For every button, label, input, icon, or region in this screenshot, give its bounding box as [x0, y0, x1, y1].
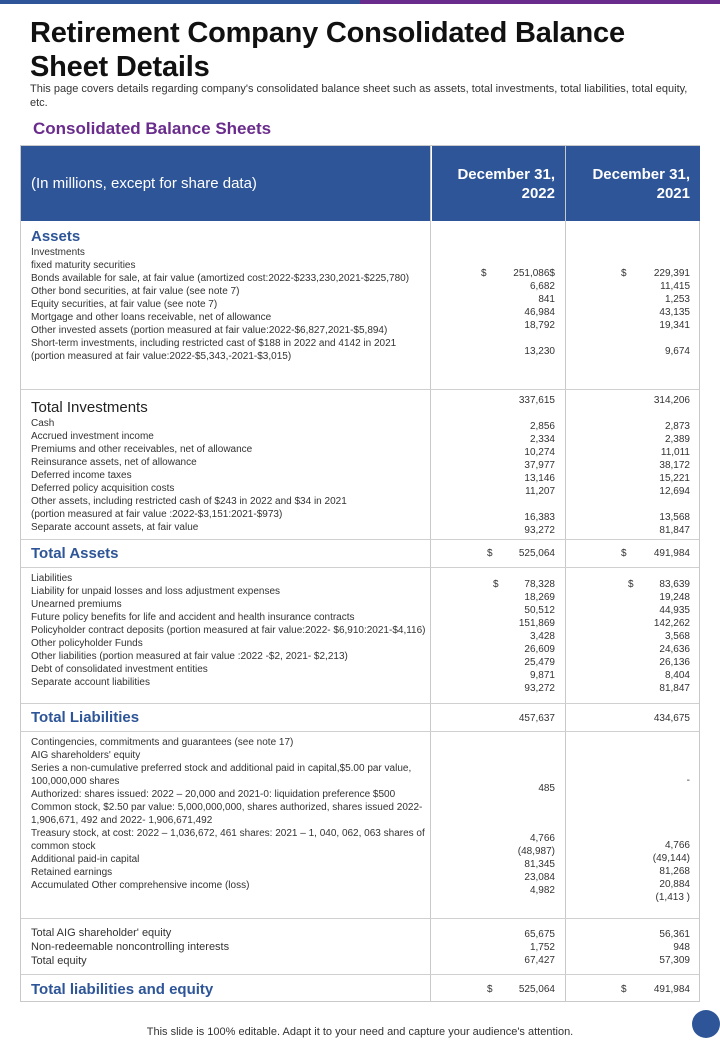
currency-symbol: $ — [481, 268, 487, 279]
cell-value: (1,413 ) — [655, 892, 690, 903]
total-assets-2021: 491,984 — [653, 548, 690, 559]
cell-value: 26,609 — [524, 644, 555, 655]
row-label: fixed maturity securities — [31, 260, 136, 271]
cell-value: 20,884 — [659, 879, 690, 890]
cell-value: 93,272 — [524, 683, 555, 694]
row-divider — [21, 567, 699, 568]
column-divider — [565, 146, 566, 1001]
cell-value: 3,568 — [664, 631, 690, 642]
cell-value: 81,847 — [659, 683, 690, 694]
cell-value: 1,253 — [664, 294, 690, 305]
row-label: (portion measured at fair value:2022-$5,343,-2021-$3,015) — [31, 351, 292, 362]
row-divider — [21, 389, 699, 390]
cell-value: 26,136 — [659, 657, 690, 668]
liabilities-values-2022 — [442, 578, 555, 695]
row-label: Treasury stock, at cost: 2022 – 1,036,672, 461 shares: 2021 – 1, 040, 062, 063 shares of common stock — [31, 828, 425, 852]
table-header-2022: December 31, 2022 — [432, 146, 565, 221]
cell-value: 37,977 — [524, 460, 555, 471]
equity-totals-labels — [31, 926, 426, 968]
cell-value: 3,428 — [529, 631, 555, 642]
row-divider — [21, 703, 699, 704]
page-subtitle: This page covers details regarding company's consolidated balance sheet such as assets, total investments, total liabilities, total equity, etc. — [30, 83, 688, 109]
row-label: Total AIG shareholder' equity — [31, 927, 172, 939]
row-label: AIG shareholders' equity — [31, 750, 141, 761]
total-liabilities-2022: 457,637 — [518, 713, 555, 724]
row-label: Future policy benefits for life and accident and health insurance contracts — [31, 612, 355, 623]
balance-sheet-table — [20, 145, 700, 1002]
cell-value: 2,873 — [664, 421, 690, 432]
equity-values-2021 — [576, 839, 690, 904]
row-label: Reinsurance assets, net of allowance — [31, 457, 197, 468]
row-label: Other invested assets (portion measured at fair value:2022-$6,827,2021-$5,894) — [31, 325, 388, 336]
cell-value: 251,086$ — [513, 268, 555, 279]
table-header-label: (In millions, except for share data) — [21, 146, 431, 221]
cell-value: 13,568 — [659, 512, 690, 523]
currency-symbol: $ — [621, 548, 627, 559]
liabilities-labels — [31, 572, 426, 689]
currency-symbol: $ — [487, 548, 493, 559]
assets-values-2021 — [576, 267, 690, 358]
row-label: Other assets, including restricted cash of $243 in 2022 and $34 in 2021 — [31, 496, 347, 507]
row-label: Liabilities — [31, 573, 73, 584]
total-investments-heading: Total Investments — [31, 399, 148, 416]
cell-value — [442, 332, 555, 345]
row-label: Liability for unpaid losses and loss adjustment expenses — [31, 586, 281, 597]
currency-symbol: $ — [493, 579, 499, 590]
cell-value: 46,984 — [524, 307, 555, 318]
cell-value: 23,084 — [524, 872, 555, 883]
cell-value: 56,361 — [659, 929, 690, 940]
total-liab-equity-2022: 525,064 — [518, 984, 555, 995]
cell-value: 67,427 — [524, 955, 555, 966]
cell-value: 57,309 — [659, 955, 690, 966]
cell-value: 13,230 — [524, 346, 555, 357]
cell-value: 151,869 — [518, 618, 555, 629]
row-label: Other bond securities, at fair value (see note 7) — [31, 286, 240, 297]
cell-value: 13,146 — [524, 473, 555, 484]
row-label: Premiums and other receivables, net of allowance — [31, 444, 253, 455]
row-label: Mortgage and other loans receivable, net of allowance — [31, 312, 272, 323]
currency-symbol: $ — [487, 984, 493, 995]
equity-values-2022 — [442, 832, 555, 897]
cell-value: 1,752 — [529, 942, 555, 953]
row-label: Other liabilities (portion measured at fair value :2022 -$2, 2021- $2,213) — [31, 651, 348, 662]
row-label: Total equity — [31, 955, 87, 967]
cell-value: (48,987) — [517, 846, 555, 857]
equity-totals-2022 — [442, 928, 555, 967]
cell-value: 9,674 — [664, 346, 690, 357]
row-label: Equity securities, at fair value (see note 7) — [31, 299, 218, 310]
row-label: Non-redeemable noncontrolling interests — [31, 941, 230, 953]
row-label: Other policyholder Funds — [31, 638, 143, 649]
cell-value: 81,847 — [659, 525, 690, 536]
cell-value — [442, 498, 555, 511]
row-divider — [21, 918, 699, 919]
cell-value: 81,268 — [659, 866, 690, 877]
cell-value: 9,871 — [529, 670, 555, 681]
cell-value: 19,248 — [659, 592, 690, 603]
total-assets-2022: 525,064 — [518, 548, 555, 559]
row-label: Cash — [31, 418, 55, 429]
total-assets-heading: Total Assets — [31, 545, 119, 562]
cell-value: 2,334 — [529, 434, 555, 445]
cell-value: 948 — [673, 942, 690, 953]
row-label: Separate account liabilities — [31, 677, 150, 688]
cell-value: 11,415 — [660, 281, 690, 292]
cell-value: 4,766 — [664, 840, 690, 851]
row-label: Authorized: shares issued: 2022 – 20,000 and 2021-0: liquidation preference $500 — [31, 789, 396, 800]
cell-value: 11,207 — [525, 486, 555, 497]
row-label: Accrued investment income — [31, 431, 154, 442]
cell-value: 15,221 — [659, 473, 690, 484]
row-label: Short-term investments, including restricted cast of $188 in 2022 and 4142 in 2021 — [31, 338, 397, 349]
equity-totals-2021 — [576, 928, 690, 967]
investments-labels — [31, 417, 426, 534]
total-investments-2021: 314,206 — [653, 395, 690, 406]
total-liabilities-2021: 434,675 — [653, 713, 690, 724]
cell-value: 50,512 — [524, 605, 555, 616]
row-label: Accumulated Other comprehensive income (loss) — [31, 880, 250, 891]
cell-value: 93,272 — [524, 525, 555, 536]
cell-value: 24,636 — [659, 644, 690, 655]
cell-value: 10,274 — [524, 447, 555, 458]
row-label: Bonds available for sale, at fair value (amortized cost:2022-$233,230,2021-$225,780) — [31, 273, 410, 284]
table-header-2021: December 31, 2021 — [566, 146, 700, 221]
cell-value: 229,391 — [653, 268, 690, 279]
investments-values-2021 — [576, 420, 690, 537]
row-divider — [21, 974, 699, 975]
cell-value: 6,682 — [529, 281, 555, 292]
cell-value: 8,404 — [664, 670, 690, 681]
cell-value: 841 — [538, 294, 555, 305]
row-label: Series a non-cumulative preferred stock and additional paid in capital,$5.00 par value, 100,000,000 shares — [31, 763, 412, 787]
assets-heading: Assets — [31, 228, 81, 245]
cell-value: 2,389 — [664, 434, 690, 445]
preferred-stock-2021: - — [686, 775, 690, 786]
cell-value — [576, 332, 690, 345]
row-label: (portion measured at fair value :2022-$3,151:2021-$973) — [31, 509, 283, 520]
total-investments-2022: 337,615 — [518, 395, 555, 406]
section-title: Consolidated Balance Sheets — [33, 119, 272, 138]
total-liabilities-heading: Total Liabilities — [31, 709, 140, 726]
row-label: Retained earnings — [31, 867, 113, 878]
cell-value: 38,172 — [659, 460, 690, 471]
row-label: Contingencies, commitments and guarantees (see note 17) — [31, 737, 294, 748]
column-divider — [430, 146, 431, 1001]
row-label: Common stock, $2.50 par value: 5,000,000,000, shares authorized, shares issued 2022- 1,906,671, 492 and 2022- 1,906,671,492 — [31, 802, 423, 826]
decorative-circle — [692, 1010, 720, 1038]
currency-symbol: $ — [621, 268, 627, 279]
row-divider — [21, 539, 699, 540]
cell-value: 12,694 — [659, 486, 690, 497]
row-label: Deferred income taxes — [31, 470, 132, 481]
cell-value: 142,262 — [653, 618, 690, 629]
row-label: Separate account assets, at fair value — [31, 522, 199, 533]
cell-value: (49,144) — [652, 853, 690, 864]
row-label: Policyholder contract deposits (portion measured at fair value:2022- $6,910:2021-$4,116) — [31, 625, 426, 636]
cell-value — [576, 498, 690, 511]
footer-note: This slide is 100% editable. Adapt it to your need and capture your audience's attention. — [146, 1026, 574, 1038]
investments-values-2022 — [442, 420, 555, 537]
total-liab-equity-heading: Total liabilities and equity — [31, 981, 214, 998]
row-divider — [21, 731, 699, 732]
cell-value: 19,341 — [659, 320, 690, 331]
currency-symbol: $ — [628, 579, 634, 590]
total-liab-equity-2021: 491,984 — [653, 984, 690, 995]
row-label: Unearned premiums — [31, 599, 122, 610]
currency-symbol: $ — [621, 984, 627, 995]
cell-value: 16,383 — [524, 512, 555, 523]
cell-value: 65,675 — [524, 929, 555, 940]
cell-value: 18,792 — [524, 320, 555, 331]
cell-value: 4,766 — [529, 833, 555, 844]
cell-value: 2,856 — [529, 421, 555, 432]
cell-value: 4,982 — [529, 885, 555, 896]
liabilities-values-2021 — [576, 578, 690, 695]
cell-value: 25,479 — [524, 657, 555, 668]
cell-value: 43,135 — [659, 307, 690, 318]
cell-value: 83,639 — [659, 579, 690, 590]
cell-value: 11,011 — [660, 447, 690, 458]
assets-labels — [31, 246, 426, 363]
preferred-stock-2022: 485 — [538, 783, 555, 794]
row-label: Debt of consolidated investment entities — [31, 664, 208, 675]
page-title: Retirement Company Consolidated Balance Sheet Details — [30, 17, 625, 83]
row-label: Deferred policy acquisition costs — [31, 483, 175, 494]
cell-value: 81,345 — [524, 859, 555, 870]
top-accent-purple — [360, 0, 720, 4]
assets-values-2022 — [442, 267, 555, 358]
row-label: Investments — [31, 247, 85, 258]
cell-value: 18,269 — [524, 592, 555, 603]
top-accent-bar — [0, 0, 720, 4]
equity-labels — [31, 736, 426, 892]
cell-value: 78,328 — [524, 579, 555, 590]
cell-value: 44,935 — [659, 605, 690, 616]
row-label: Additional paid-in capital — [31, 854, 140, 865]
top-accent-blue — [0, 0, 360, 4]
